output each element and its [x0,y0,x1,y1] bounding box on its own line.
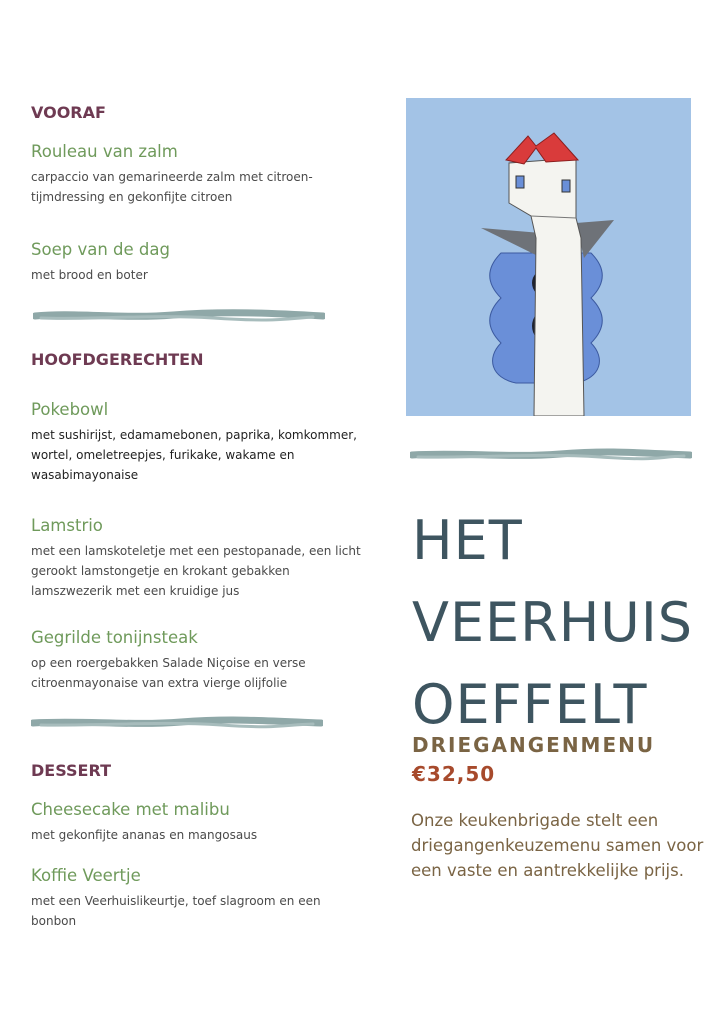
dish-name: Soep van de dag [31,240,170,259]
menu-price: €32,50 [412,762,496,786]
intro-text: Onze keukenbrigade stelt een driegangenkeuzemenu samen voor een vaste en aantrekkelijke prijs. [411,811,704,880]
dish-description: met gekonfijte ananas en mangosaus [31,828,258,842]
dish-name: Gegrilde tonijnsteak [31,628,198,647]
restaurant-name-line: HET [412,509,523,572]
dish-description: met sushirijst, edamamebonen, paprika, komkommer, wortel, omeletreepjes, furikake, wakame en wasabimayonaise [31,428,357,482]
dish-item [31,516,371,601]
dish-description: op een roergebakken Salade Niçoise en verse citroenmayonaise van extra vierge olijfolie [31,656,306,690]
dish-item [31,240,371,285]
dish-item [31,400,371,485]
dish-name: Lamstrio [31,516,103,535]
menu-label: DRIEGANGENMENU [412,733,656,757]
brush-stroke-divider [410,448,692,462]
dish-item [31,628,371,693]
section-heading-mains: HOOFDGERECHTEN [31,350,204,369]
brush-stroke-divider [33,309,325,323]
section-heading-starters: VOORAF [31,103,106,122]
dish-description: met een Veerhuislikeurtje, toef slagroom en een bonbon [31,894,321,928]
dish-item [31,142,371,207]
restaurant-name-line: OEFFELT [412,673,648,736]
dish-item [31,866,371,931]
restaurant-name [412,500,693,746]
dish-name: Cheesecake met malibu [31,800,230,819]
restaurant-name-line: VEERHUIS [412,591,694,654]
dish-description: met brood en boter [31,268,148,282]
dish-description: carpaccio van gemarineerde zalm met citroen-tijmdressing en gekonfijte citroen [31,170,313,204]
brush-stroke-divider [31,716,323,730]
dish-description: met een lamskoteletje met een pestopanade, een licht gerookt lamstongetje en krokant gebakken lamszwezerik met een kruidige jus [31,544,361,598]
dish-name: Rouleau van zalm [31,142,178,161]
tower-painting-illustration [406,98,691,416]
section-heading-desserts: DESSERT [31,761,111,780]
dish-name: Koffie Veertje [31,866,141,885]
dish-name: Pokebowl [31,400,109,419]
dish-item [31,800,371,845]
